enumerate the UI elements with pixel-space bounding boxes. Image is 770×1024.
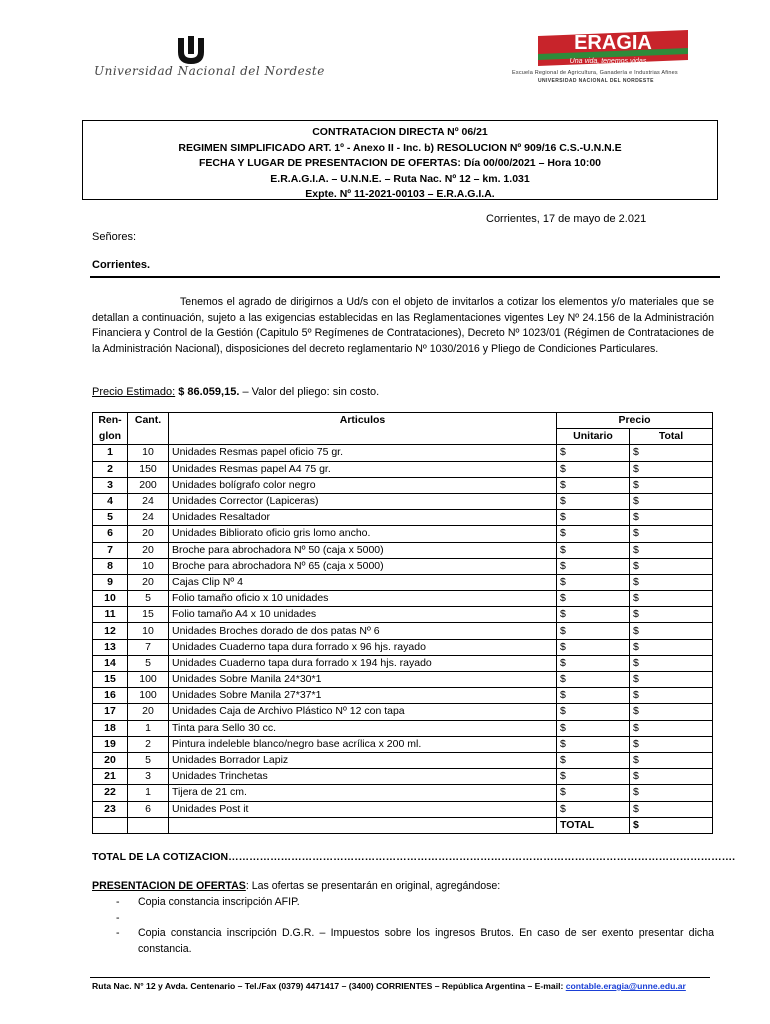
row-precio-total: $ [630, 493, 713, 509]
row-articulo: Unidades Corrector (Lapiceras) [169, 493, 557, 509]
row-cantidad: 2 [128, 736, 169, 752]
table-total-row [93, 817, 713, 833]
row-articulo: Unidades Resmas papel A4 75 gr. [169, 461, 557, 477]
salutation: Señores: [92, 231, 137, 243]
table-row [93, 591, 713, 607]
row-precio-total: $ [630, 655, 713, 671]
total-label: TOTAL [557, 817, 630, 833]
header-renglon: Ren- [93, 413, 128, 429]
row-precio-unitario: $ [557, 801, 630, 817]
precio-rest: – Valor del pliego: sin costo. [239, 386, 380, 398]
row-precio-total: $ [630, 752, 713, 768]
precio-label: Precio Estimado: [92, 386, 176, 398]
row-cantidad: 100 [128, 688, 169, 704]
row-renglon: 9 [93, 574, 128, 590]
footer [92, 981, 686, 991]
row-renglon: 17 [93, 704, 128, 720]
row-renglon: 19 [93, 736, 128, 752]
row-renglon: 15 [93, 672, 128, 688]
table-row [93, 672, 713, 688]
list-item [92, 926, 714, 957]
row-articulo: Unidades Broches dorado de dos patas Nº 6 [169, 623, 557, 639]
row-renglon: 18 [93, 720, 128, 736]
eragia-subtitle-2: UNIVERSIDAD NACIONAL DEL NORDESTE [538, 78, 654, 84]
table-row [93, 526, 713, 542]
footer-divider [90, 977, 710, 978]
row-precio-unitario: $ [557, 510, 630, 526]
row-precio-unitario: $ [557, 769, 630, 785]
row-precio-unitario: $ [557, 445, 630, 461]
table-row [93, 623, 713, 639]
row-precio-total: $ [630, 769, 713, 785]
table-row [93, 720, 713, 736]
total-value: $ [630, 817, 713, 833]
title-line-3: FECHA Y LUGAR DE PRESENTACION DE OFERTAS: Día 00/00/2021 – Hora 10:00 [198, 157, 602, 169]
header-articulos: Articulos [169, 413, 557, 429]
row-precio-total: $ [630, 574, 713, 590]
row-precio-total: $ [630, 591, 713, 607]
presentacion-list [92, 895, 714, 957]
total-row-empty-2 [128, 817, 169, 833]
row-renglon: 20 [93, 752, 128, 768]
row-renglon: 6 [93, 526, 128, 542]
header-cant-empty [128, 429, 169, 445]
table-header-row-2 [93, 429, 713, 445]
row-cantidad: 5 [128, 655, 169, 671]
row-renglon: 1 [93, 445, 128, 461]
row-precio-total: $ [630, 477, 713, 493]
row-articulo: Cajas Clip Nº 4 [169, 574, 557, 590]
row-precio-total: $ [630, 720, 713, 736]
list-dash: - [116, 911, 120, 924]
list-dash: - [116, 927, 120, 939]
row-precio-unitario: $ [557, 752, 630, 768]
header-renglon-2: glon [93, 429, 128, 445]
row-cantidad: 100 [128, 672, 169, 688]
footer-text: Ruta Nac. N° 12 y Avda. Centenario – Tel./Fax (0379) 4471417 – (3400) CORRIENTES – República Argentina – E-mail: [92, 981, 566, 991]
row-precio-total: $ [630, 623, 713, 639]
row-precio-unitario: $ [557, 655, 630, 671]
table-row [93, 752, 713, 768]
row-renglon: 21 [93, 769, 128, 785]
row-precio-total: $ [630, 558, 713, 574]
row-cantidad: 1 [128, 785, 169, 801]
row-cantidad: 20 [128, 574, 169, 590]
eragia-emblem [538, 30, 688, 66]
row-precio-unitario: $ [557, 607, 630, 623]
row-articulo: Unidades Caja de Archivo Plástico Nº 12 con tapa [169, 704, 557, 720]
row-cantidad: 15 [128, 607, 169, 623]
table-row [93, 639, 713, 655]
table-row [93, 574, 713, 590]
row-precio-total: $ [630, 801, 713, 817]
table-row [93, 607, 713, 623]
row-articulo: Unidades Sobre Manila 27*37*1 [169, 688, 557, 704]
title-box [82, 120, 718, 200]
row-cantidad: 5 [128, 752, 169, 768]
row-renglon: 11 [93, 607, 128, 623]
table-row [93, 445, 713, 461]
row-precio-unitario: $ [557, 720, 630, 736]
row-precio-unitario: $ [557, 591, 630, 607]
row-precio-unitario: $ [557, 542, 630, 558]
row-articulo: Tijera de 21 cm. [169, 785, 557, 801]
table-row [93, 542, 713, 558]
row-cantidad: 3 [128, 769, 169, 785]
list-item [92, 895, 714, 911]
row-cantidad: 20 [128, 542, 169, 558]
total-row-empty-3 [169, 817, 557, 833]
eragia-tagline: Una vida, tenemos vidas [569, 58, 647, 65]
title-line-1: CONTRATACION DIRECTA Nº 06/21 [312, 126, 488, 138]
row-articulo: Unidades Resmas papel oficio 75 gr. [169, 445, 557, 461]
unne-shield-icon [174, 36, 208, 66]
row-cantidad: 10 [128, 623, 169, 639]
total-cotizacion: TOTAL DE LA COTIZACION………………………………………………………………………………………………………………………………. [92, 851, 736, 863]
row-renglon: 16 [93, 688, 128, 704]
row-precio-total: $ [630, 542, 713, 558]
row-cantidad: 10 [128, 445, 169, 461]
table-row [93, 785, 713, 801]
list-item-text: Copia constancia inscripción D.G.R. – Impuestos sobre los ingresos Brutos. En caso de ser exento presentar dicha constancia. [138, 927, 714, 955]
row-precio-total: $ [630, 445, 713, 461]
letter-date: Corrientes, 17 de mayo de 2.021 [486, 213, 647, 225]
row-precio-total: $ [630, 736, 713, 752]
row-precio-unitario: $ [557, 526, 630, 542]
presentacion-ofertas [92, 880, 500, 892]
row-cantidad: 150 [128, 461, 169, 477]
letter-body [92, 295, 714, 357]
row-articulo: Unidades Sobre Manila 24*30*1 [169, 672, 557, 688]
row-precio-unitario: $ [557, 704, 630, 720]
row-precio-unitario: $ [557, 477, 630, 493]
row-articulo: Unidades Cuaderno tapa dura forrado x 194 hjs. rayado [169, 655, 557, 671]
row-articulo: Broche para abrochadora Nº 65 (caja x 5000) [169, 558, 557, 574]
table-row [93, 461, 713, 477]
row-precio-total: $ [630, 526, 713, 542]
row-renglon: 22 [93, 785, 128, 801]
city-line: Corrientes. [92, 259, 151, 271]
row-cantidad: 7 [128, 639, 169, 655]
footer-email-link[interactable]: contable.eragia@unne.edu.ar [565, 981, 686, 991]
row-articulo: Unidades Trinchetas [169, 769, 557, 785]
row-renglon: 14 [93, 655, 128, 671]
title-line-5: Expte. Nº 11-2021-00103 – E.R.A.G.I.A. [305, 188, 495, 200]
row-precio-total: $ [630, 607, 713, 623]
row-renglon: 23 [93, 801, 128, 817]
table-header-row-1 [93, 413, 713, 429]
items-table [92, 412, 713, 834]
row-renglon: 12 [93, 623, 128, 639]
unne-logo [94, 36, 324, 86]
row-renglon: 5 [93, 510, 128, 526]
row-articulo: Unidades Bibliorato oficio gris lomo ancho. [169, 526, 557, 542]
list-item [92, 911, 714, 927]
row-precio-total: $ [630, 688, 713, 704]
row-cantidad: 10 [128, 558, 169, 574]
row-articulo: Unidades Borrador Lapiz [169, 752, 557, 768]
row-precio-total: $ [630, 785, 713, 801]
row-precio-total: $ [630, 704, 713, 720]
header-articulos-empty [169, 429, 557, 445]
row-cantidad: 20 [128, 526, 169, 542]
eragia-logo [508, 26, 704, 90]
row-precio-total: $ [630, 639, 713, 655]
header-precio: Precio [557, 413, 713, 429]
row-renglon: 8 [93, 558, 128, 574]
list-dash: - [116, 896, 120, 908]
row-precio-total: $ [630, 672, 713, 688]
row-precio-unitario: $ [557, 493, 630, 509]
total-row-empty-1 [93, 817, 128, 833]
header-unitario: Unitario [557, 429, 630, 445]
eragia-logo-text: ERAGIA [574, 32, 652, 54]
row-cantidad: 1 [128, 720, 169, 736]
row-precio-unitario: $ [557, 623, 630, 639]
row-precio-unitario: $ [557, 672, 630, 688]
row-articulo: Unidades Resaltador [169, 510, 557, 526]
row-precio-total: $ [630, 510, 713, 526]
letter-body-text: Tenemos el agrado de dirigirnos a Ud/s con el objeto de invitarlos a cotizar los elementos y/o materiales que se detallan a continuación, sujeto a las exigencias establecidas en las Reglamentaciones vigentes Ley Nº 24.156 de la Administración Financiera y Control de la Gestión (Capitulo 5º Regímenes de Contrataciones), Decreto Nº 1023/01 (Régimen de Contrataciones de la Administración Nacional), disposiciones del decreto reglamentario Nº 1030/2016 y Pliego de Condiciones Particulares. [92, 296, 714, 355]
row-renglon: 10 [93, 591, 128, 607]
row-cantidad: 24 [128, 510, 169, 526]
row-articulo: Broche para abrochadora Nº 50 (caja x 5000) [169, 542, 557, 558]
title-line-4: E.R.A.G.I.A. – U.N.N.E. – Ruta Nac. Nº 12 – km. 1.031 [270, 172, 530, 185]
row-precio-unitario: $ [557, 574, 630, 590]
row-articulo: Tinta para Sello 30 cc. [169, 720, 557, 736]
table-row [93, 493, 713, 509]
row-articulo: Folio tamaño oficio x 10 unidades [169, 591, 557, 607]
presentacion-text: : Las ofertas se presentarán en original, agregándose: [245, 880, 501, 892]
row-renglon: 4 [93, 493, 128, 509]
row-precio-unitario: $ [557, 736, 630, 752]
table-row [93, 688, 713, 704]
eragia-subtitle: Escuela Regional de Agricultura, Ganadería e Industrias Afines [512, 70, 678, 76]
divider [90, 276, 720, 278]
table-row [93, 655, 713, 671]
table-row [93, 704, 713, 720]
row-precio-unitario: $ [557, 688, 630, 704]
row-articulo: Unidades Cuaderno tapa dura forrado x 96 hjs. rayado [169, 639, 557, 655]
row-articulo: Pintura indeleble blanco/negro base acrílica x 200 ml. [169, 736, 557, 752]
row-precio-unitario: $ [557, 639, 630, 655]
list-item-text: Copia constancia inscripción AFIP. [138, 896, 300, 908]
row-cantidad: 200 [128, 477, 169, 493]
row-articulo: Unidades Post it [169, 801, 557, 817]
row-precio-unitario: $ [557, 558, 630, 574]
row-cantidad: 20 [128, 704, 169, 720]
row-cantidad: 5 [128, 591, 169, 607]
table-row [93, 510, 713, 526]
header-cant: Cant. [128, 413, 169, 429]
table-row [93, 477, 713, 493]
row-renglon: 2 [93, 461, 128, 477]
table-row [93, 801, 713, 817]
row-precio-unitario: $ [557, 461, 630, 477]
title-line-2: REGIMEN SIMPLIFICADO ART. 1º - Anexo II - Inc. b) RESOLUCION Nº 909/16 C.S.-U.N.N.E [178, 141, 622, 154]
table-row [93, 558, 713, 574]
row-articulo: Unidades bolígrafo color negro [169, 477, 557, 493]
row-renglon: 7 [93, 542, 128, 558]
row-precio-total: $ [630, 461, 713, 477]
presentacion-label: PRESENTACION DE OFERTAS [92, 880, 246, 892]
header-total: Total [630, 429, 713, 445]
table-row [93, 736, 713, 752]
row-precio-unitario: $ [557, 785, 630, 801]
precio-estimado [92, 386, 379, 398]
row-articulo: Folio tamaño A4 x 10 unidades [169, 607, 557, 623]
unne-name: Universidad Nacional del Nordeste [94, 64, 325, 78]
row-renglon: 3 [93, 477, 128, 493]
precio-value: $ 86.059,15. [178, 386, 240, 398]
row-cantidad: 24 [128, 493, 169, 509]
row-renglon: 13 [93, 639, 128, 655]
row-cantidad: 6 [128, 801, 169, 817]
table-row [93, 769, 713, 785]
